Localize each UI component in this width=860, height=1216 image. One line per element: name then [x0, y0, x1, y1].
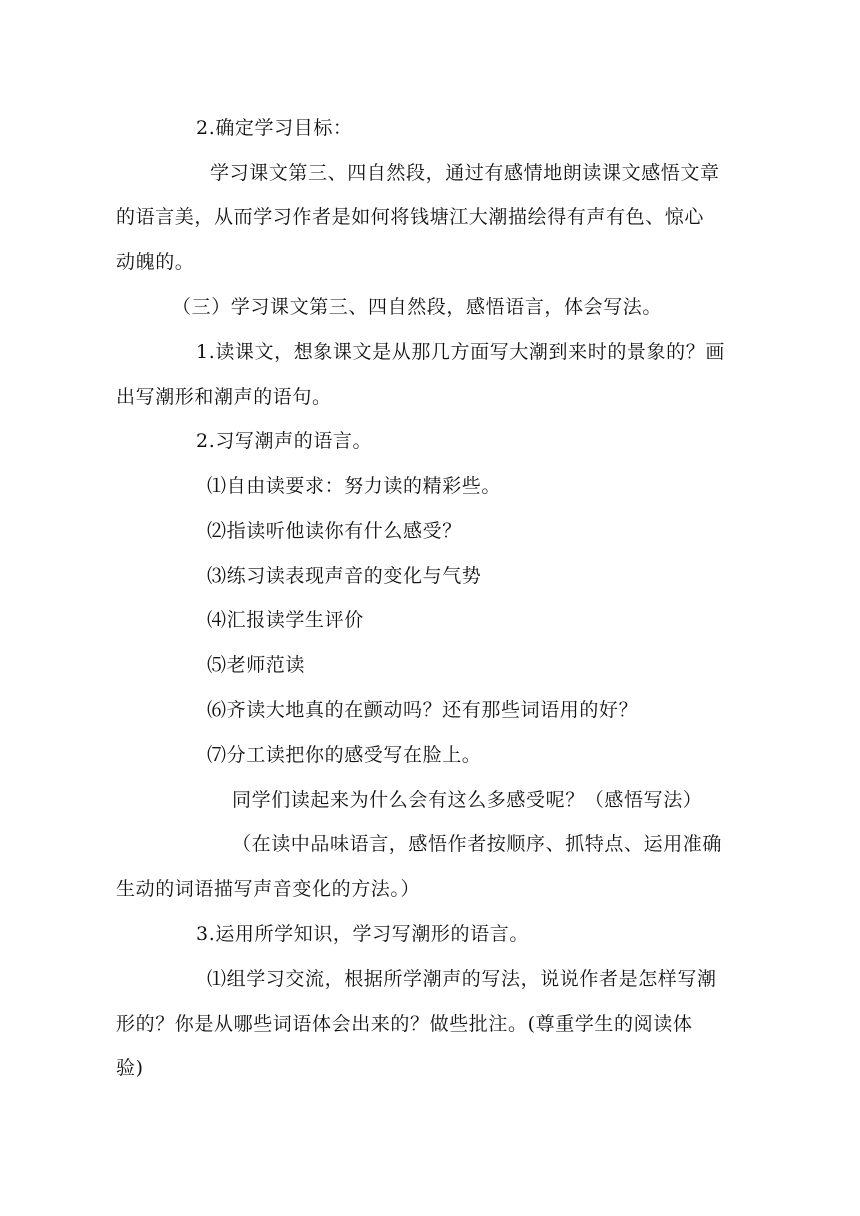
list-item-2: ⑵指读听他读你有什么感受？ — [207, 520, 462, 542]
step-2-subheading: 2.习写潮声的语言。 — [196, 430, 373, 452]
goal-paragraph-line-3: 动魄的。 — [116, 251, 195, 273]
list-item-7: ⑺分工读把你的感受写在脸上。 — [207, 744, 482, 766]
step-1-line-1: 1.读课文，想象课文是从那几方面写大潮到来时的景象的？画 — [196, 341, 725, 363]
step-3-heading: 3.运用所学知识，学习写潮形的语言。 — [196, 923, 529, 945]
step-2-heading: 2.确定学习目标： — [196, 117, 353, 139]
step-3-item-1-line-1: ⑴组学习交流，根据所学潮声的写法，说说作者是怎样写潮 — [207, 968, 717, 990]
list-item-5: ⑸老师范读 — [207, 654, 306, 676]
note-line-2: 生动的词语描写声音变化的方法。） — [116, 878, 421, 900]
step-3-item-1-line-3: 验) — [116, 1057, 144, 1079]
question-line: 同学们读起来为什么会有这么多感受呢？（感悟写法） — [232, 789, 703, 811]
step-1-line-2: 出写潮形和潮声的语句。 — [116, 386, 332, 408]
goal-paragraph-line-2: 的语言美，从而学习作者是如何将钱塘江大潮描绘得有声有色、惊心 — [116, 206, 705, 228]
note-line-1: （在读中品味语言，感悟作者按顺序、抓特点、运用准确 — [232, 833, 723, 855]
list-item-1: ⑴自由读要求：努力读的精彩些。 — [207, 475, 502, 497]
step-3-item-1-line-2: 形的？你是从哪些词语体会出来的？做些批注。(尊重学生的阅读体 — [116, 1013, 693, 1035]
list-item-6: ⑹齐读大地真的在颤动吗？还有那些词语用的好？ — [207, 699, 639, 721]
goal-paragraph-line-1: 学习课文第三、四自然段，通过有感情地朗读课文感悟文章 — [210, 162, 720, 184]
list-item-3: ⑶练习读表现声音的变化与气势 — [207, 565, 482, 587]
list-item-4: ⑷汇报读学生评价 — [207, 609, 364, 631]
section-3-heading: （三）学习课文第三、四自然段，感悟语言，体会写法。 — [172, 296, 663, 318]
